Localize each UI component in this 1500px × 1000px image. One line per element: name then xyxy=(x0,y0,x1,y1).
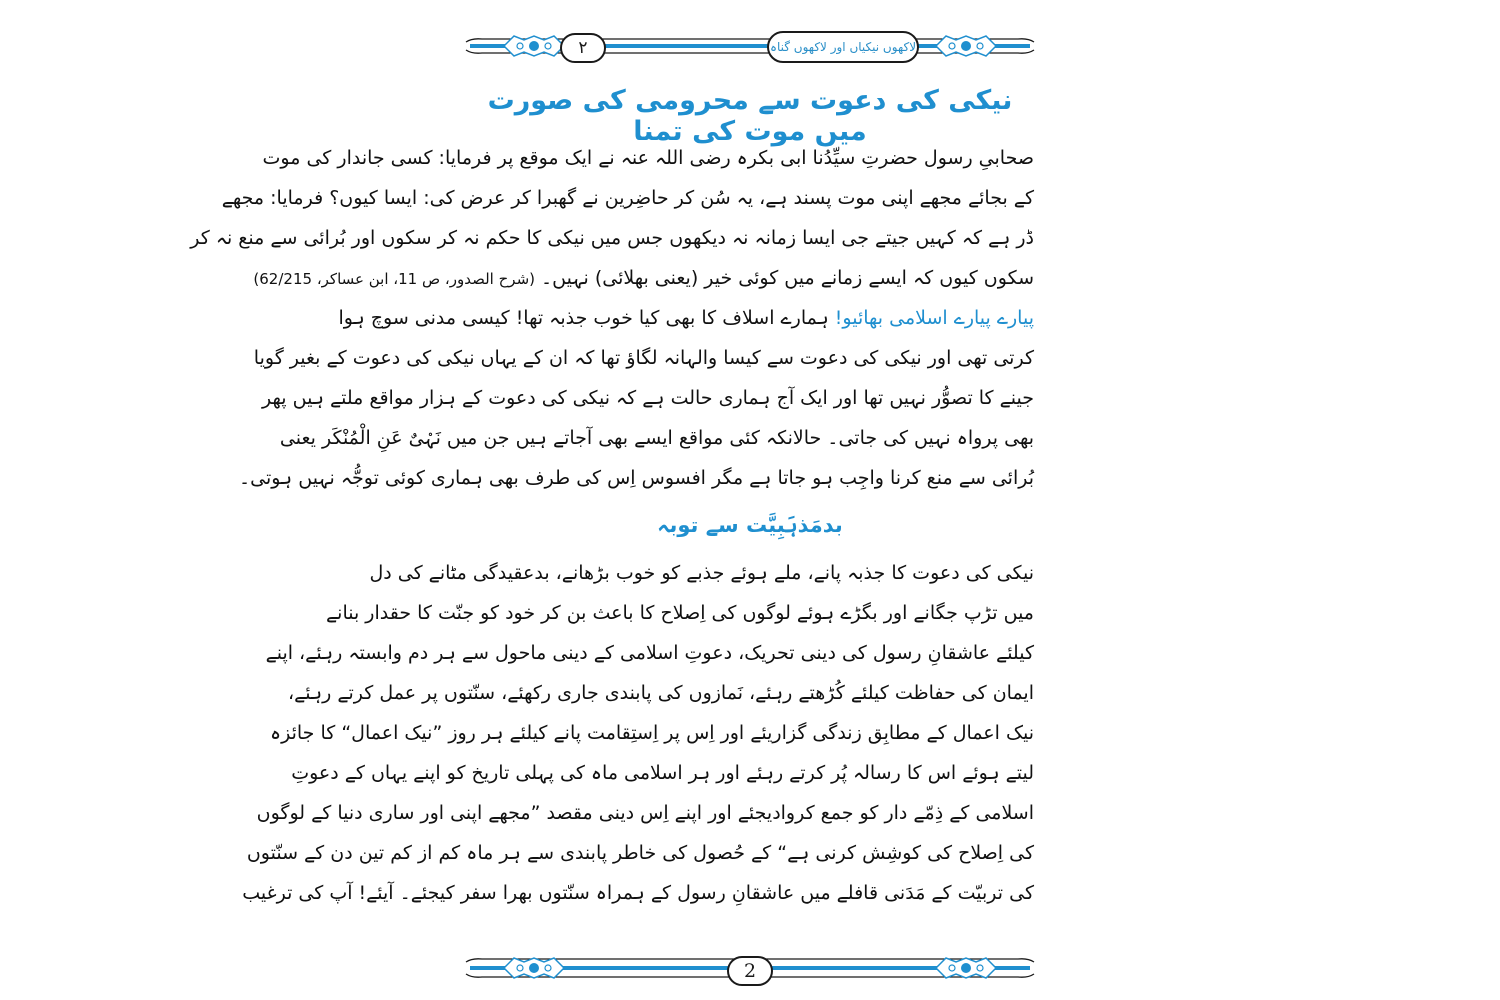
text-line: کے بجائے مجھے اپنی موت پسند ہے، یہ سُن کر حاضِرین نے گھبرا کر عرض کی: ایسا کیوں؟ فرمایا: مجھے xyxy=(221,187,1034,209)
section-heading: نیکی کی دعوت سے محرومی کی صورت میں موت کی تمنا xyxy=(487,85,1013,147)
header-page-number: ٢ xyxy=(560,33,606,63)
text-line: جینے کا تصوُّر نہیں تھا اور ایک آج ہماری حالت ہے کہ نیکی کی دعوت کے ہزار مواقع ملتے ہیں پھر xyxy=(262,387,1034,409)
text-line: ڈر ہے کہ کہیں جیتے جی ایسا زمانہ نہ دیکھوں جس میں نیکی کا حکم نہ کر سکوں اور بُرائی سے منع نہ کر xyxy=(190,227,1034,249)
footer-ornament xyxy=(462,948,1038,988)
text-line: میں تڑپ جگانے اور بگڑے ہوئے لوگوں کی اِصلاح کا باعث بن کر خود کو جنّت کا حقدار بنانے xyxy=(326,602,1034,624)
header-book-title: لاکھوں نیکیاں اور لاکھوں گناہ xyxy=(767,31,919,63)
text-line: لیتے ہوئے اس کا رسالہ پُر کرتے رہئے اور ہر اسلامی ماہ کی پہلی تاریخ کو اپنے یہاں کے دعوتِ xyxy=(291,762,1034,784)
subsection-heading: بدمَذہَبِیَّت سے توبہ xyxy=(657,513,843,537)
text-line: بھی پرواہ نہیں کی جاتی۔ حالانکہ کئی مواقع ایسے بھی آجاتے ہیں جن میں نَہْیٌ عَنِ الْمُنْکَر یعنی xyxy=(279,427,1034,449)
floral-ornament-left-icon xyxy=(504,36,564,56)
ornamental-rule-icon xyxy=(462,28,1038,68)
header-ornament xyxy=(462,28,1038,68)
text-line: ایمان کی حفاظت کیلئے کُڑھتے رہئے، نَمازوں کی پابندی جاری رکھئے، سنّتوں پر عمل کرتے رہئے، xyxy=(288,682,1034,704)
text-line: بُرائی سے منع کرنا واجِب ہو جاتا ہے مگر افسوس اِس کی طرف بھی ہماری کوئی توجُّہ نہیں ہوتی۔ xyxy=(238,467,1034,489)
citation-reference: (شرح الصدور، ص 11، ابن عساکر، 62/215) xyxy=(253,270,535,288)
text-line: کی اِصلاح کی کوشِش کرنی ہے“ کے حُصول کی خاطر پابندی سے ہر ماہ کم از کم تین دن کے سنّتوں xyxy=(246,842,1034,864)
text-line: نیک اعمال کے مطابِق زندگی گزاریئے اور اِس پر اِستِقامت پانے کیلئے ہر روز ”نیک اعمال“ کا جائزہ xyxy=(269,722,1034,744)
paragraph-advice xyxy=(242,553,1034,913)
text-line: نیکی کی دعوت کا جذبہ پانے، ملے ہوئے جذبے کو خوب بڑھانے، بدعقیدگی مٹانے کی دل xyxy=(369,562,1034,584)
highlighted-address: پیارے پیارے اسلامی بھائیو! xyxy=(834,307,1034,329)
paragraph-reflection xyxy=(238,298,1034,498)
footer-page-number: 2 xyxy=(727,956,773,986)
text-line: کی تربیّت کے مَدَنی قافلے میں عاشقانِ رسول کے ہمراہ سنّتوں بھرا سفر کیجئے۔ آیئے! آپ کی ترغیب xyxy=(242,882,1034,904)
book-page xyxy=(190,0,1038,1000)
text-line: صحابیِ رسول حضرتِ سیِّدُنا ابی بکرہ رضی اللہ عنہ نے ایک موقع پر فرمایا: کسی جاندار کی موت xyxy=(262,147,1034,169)
text-line xyxy=(338,298,1034,338)
text-line: کیلئے عاشقانِ رسول کی دینی تحریک، دعوتِ اسلامی کے دینی ماحول سے ہر دم وابستہ رہئے، اپنے xyxy=(265,642,1034,664)
text-segment: ہمارے اسلاف کا بھی کیا خوب جذبہ تھا! کیسی مدنی سوچ ہوا xyxy=(338,307,829,329)
text-line xyxy=(253,258,1034,298)
text-line: اسلامی کے ذِمّے دار کو جمع کروادیجئے اور اپنے اِس دینی مقصد ”مجھے اپنی اور ساری دنیا کے لوگوں xyxy=(256,802,1034,824)
floral-ornament-right-icon xyxy=(936,958,996,978)
paragraph-hadith xyxy=(190,138,1034,298)
floral-ornament-left-icon xyxy=(504,958,564,978)
text-segment: سکوں کیوں کہ ایسے زمانے میں کوئی خیر (یعنی بھلائی) نہیں۔ xyxy=(541,267,1034,289)
floral-ornament-right-icon xyxy=(936,36,996,56)
text-line: کرتی تھی اور نیکی کی دعوت سے کیسا والہانہ لگاؤ تھا کہ ان کے یہاں نیکی کی دعوت کے بغیر گویا xyxy=(253,347,1034,369)
